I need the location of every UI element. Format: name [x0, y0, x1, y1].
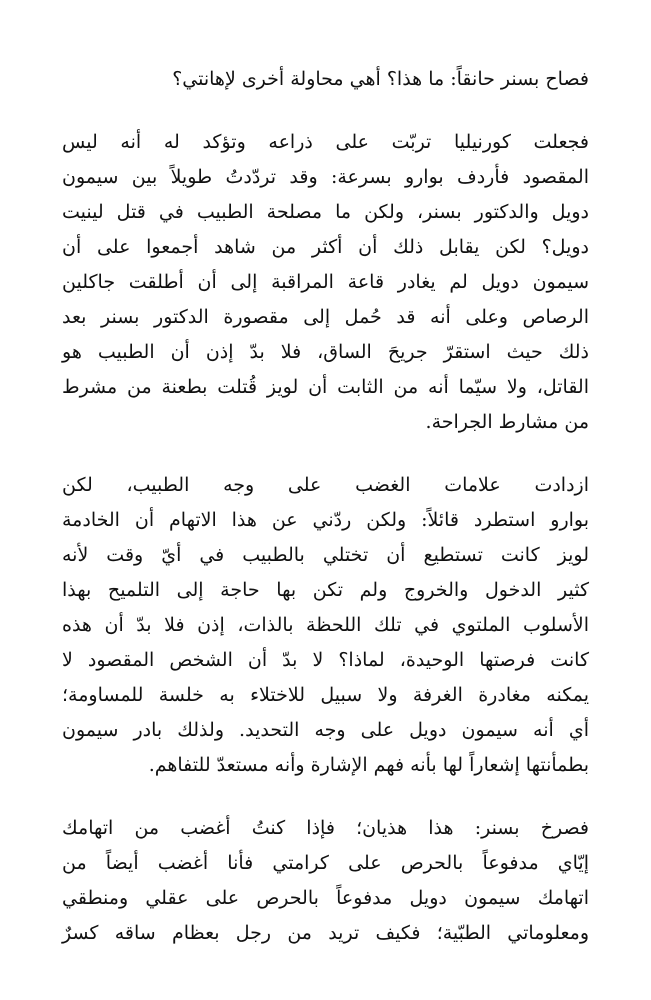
text-line: بطمأنتها إشعاراً لها بأنه فهم الإشارة وأنه مستعدّ للتفاهم. — [148, 754, 589, 776]
text-line: فصرخ بسنر: هذا هذيان؛ فإذا كنتُ أغضب من اتهامك — [62, 817, 589, 839]
text-line: بوارو استطرد قائلاً: ولكن ردّني عن هذا الاتهام أن الخادمة — [62, 509, 590, 531]
text-line: ازدادت علامات الغضب على وجه الطبيب، لكن — [62, 474, 589, 496]
text-line: سيمون دويل لم يغادر قاعة المراقبة إلى أن أطلقت جاكلين — [62, 271, 589, 293]
text-line: الرصاص وعلى أنه قد حُمل إلى مقصورة الدكتور بسنر بعد — [62, 306, 589, 328]
text-line: فجعلت كورنيليا تربّت على ذراعه وتؤكد له أنه ليس — [62, 131, 589, 153]
text-line: كانت فرصتها الوحيدة، لماذا؟ لا بدّ أن الشخص المقصود لا — [62, 649, 589, 671]
text-line: المقصود فأردف بوارو بسرعة: وقد تردّدتُ طويلاً بين سيمون — [62, 166, 589, 188]
text-line: اتهامك سيمون دويل مدفوعاً بالحرص على عقلي ومنطقي — [62, 887, 589, 909]
text-line: القاتل، ولا سيّما أنه من الثابت أن لويز قُتلت بطعنة من مشرط — [62, 376, 589, 398]
text-line: من مشارط الجراحة. — [425, 411, 589, 433]
paragraph-1 — [62, 62, 589, 97]
text-line: ذلك حيث استقرّ جريحَ الساق، فلا بدّ إذن أن الطبيب هو — [62, 341, 589, 363]
text-line: دويل؟ لكن يقابل ذلك أن أكثر من شاهد أجمعوا على أن — [62, 236, 589, 258]
text-line: دويل والدكتور بسنر، ولكن ما مصلحة الطبيب في قتل لينيت — [62, 201, 589, 223]
paragraph-2 — [62, 125, 589, 440]
text-line: يمكنه مغادرة الغرفة ولا سبيل للاختلاء به خلسة للمساومة؛ — [62, 684, 589, 706]
paragraph-4 — [62, 811, 589, 951]
book-page — [62, 62, 589, 979]
text-line: الأسلوب الملتوي في تلك اللحظة بالذات، إذن فلا بدّ أن هذه — [62, 614, 589, 636]
text-line: إيّاي مدفوعاً بالحرص على كرامتي فأنا أغضب أيضاً من — [62, 852, 589, 874]
paragraph-3 — [62, 468, 589, 783]
text-line: ومعلوماتي الطبّية؛ فكيف تريد من رجل بعظام ساقه كسرٌ — [62, 922, 589, 944]
text-line: لويز كانت تستطيع أن تختلي بالطبيب في أيّ وقت لأنه — [62, 544, 589, 566]
text-line: فصاح بسنر حانقاً: ما هذا؟ أهي محاولة أخرى لإهانتي؟ — [172, 68, 589, 90]
text-line: كثير الدخول والخروج ولم تكن بها حاجة إلى التلميح بهذا — [62, 579, 589, 601]
text-line: أي أنه سيمون دويل على وجه التحديد. ولذلك بادر سيمون — [62, 719, 589, 741]
